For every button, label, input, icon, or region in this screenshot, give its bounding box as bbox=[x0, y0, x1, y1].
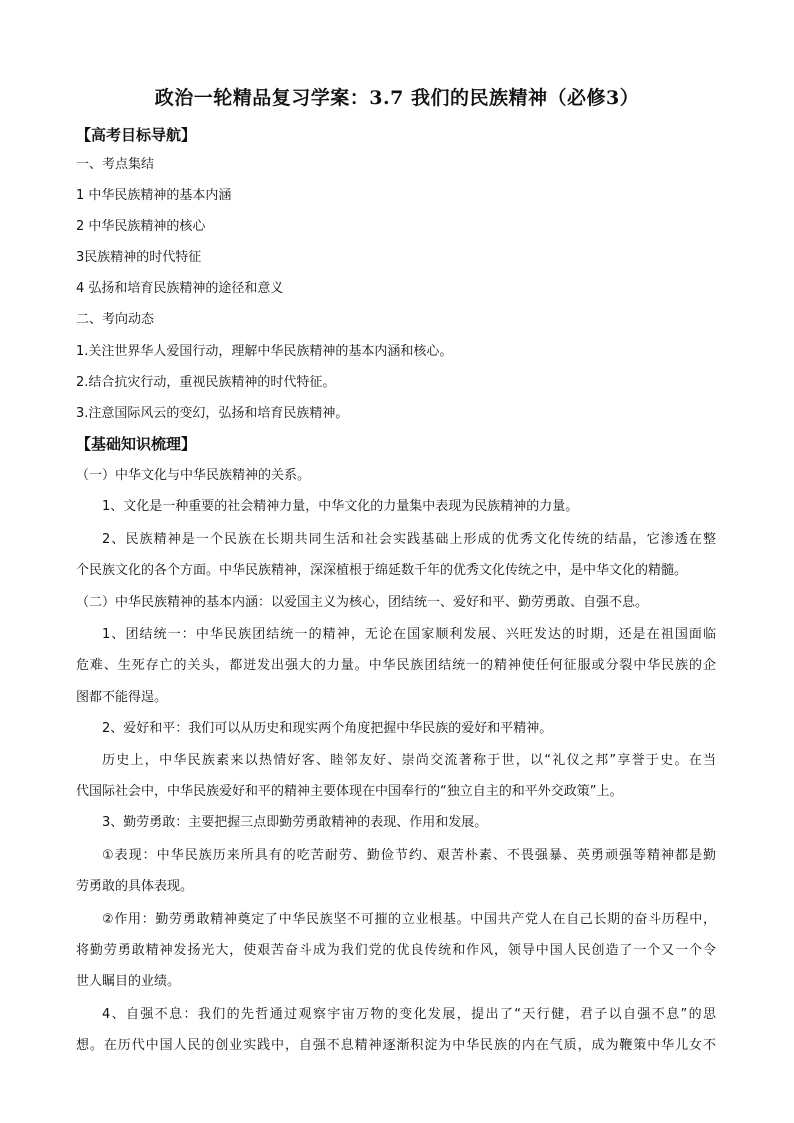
text-line: 将勤劳勇敢精神发扬光大，使艰苦奋斗成为我们党的优良传统和作风，领导中国人民创造了一个又一个令 bbox=[76, 943, 716, 958]
text-line: 个民族文化的各个方面。中华民族精神，深深植根于绵延数千年的优秀文化传统之中，是中华文化的精髓。 bbox=[76, 563, 688, 578]
text-line: （二）中华民族精神的基本内涵：以爱国主义为核心，团结统一、爱好和平、勤劳勇敢、自强不息。 bbox=[76, 595, 649, 610]
text-line: 代国际社会中，中华民族爱好和平的精神主要体现在中国奉行的“独立自主的和平外交政策”上。 bbox=[76, 784, 623, 799]
text-line: 1、团结统一：中华民族团结统一的精神，无论在国家顺利发展、兴旺发达的时期，还是在祖国面临 bbox=[102, 627, 716, 642]
text-line: ①表现：中华民族历来所具有的吃苦耐劳、勤俭节约、艰苦朴素、不畏强暴、英勇顽强等精神都是勤 bbox=[102, 848, 716, 863]
text-line: 3民族精神的时代特征 bbox=[76, 250, 202, 265]
text-line: 危难、生死存亡的关头，都迸发出强大的力量。中华民族团结统一的精神使任何征服或分裂中华民族的企 bbox=[76, 658, 716, 673]
text-line: 二、考向动态 bbox=[76, 312, 155, 327]
text-line: 2.结合抗灾行动，重视民族精神的时代特征。 bbox=[76, 375, 336, 390]
text-line: 1 中华民族精神的基本内涵 bbox=[76, 188, 232, 203]
document-title: 政治一轮精品复习学案：3.7 我们的民族精神（必修3） bbox=[154, 87, 640, 109]
text-line: 劳勇敢的具体表现。 bbox=[76, 879, 194, 894]
text-line: 3.注意国际风云的变幻，弘扬和培育民族精神。 bbox=[76, 406, 349, 421]
text-line: 1、文化是一种重要的社会精神力量，中华文化的力量集中表现为民族精神的力量。 bbox=[102, 499, 579, 514]
text-line: 3、勤劳勇敢：主要把握三点即勤劳勇敢精神的表现、作用和发展。 bbox=[102, 815, 488, 830]
text-line: 4 弘扬和培育民族精神的途径和意义 bbox=[76, 281, 284, 296]
text-line: 1.关注世界华人爱国行动，理解中华民族精神的基本内涵和核心。 bbox=[76, 344, 453, 359]
text-line: ②作用：勤劳勇敢精神奠定了中华民族坚不可摧的立业根基。中国共产党人在自己长期的奋斗历程中， bbox=[102, 912, 716, 927]
section-heading-exam-goals: 【高考目标导航】 bbox=[76, 126, 197, 144]
text-line: 2、民族精神是一个民族在长期共同生活和社会实践基础上形成的优秀文化传统的结晶，它渗透在整 bbox=[102, 532, 716, 547]
text-line: 想。在历代中国人民的创业实践中，自强不息精神逐渐积淀为中华民族的内在气质，成为鞭策中华儿女不 bbox=[76, 1038, 716, 1053]
text-line: 2、爱好和平：我们可以从历史和现实两个角度把握中华民族的爱好和平精神。 bbox=[102, 721, 553, 736]
text-line: 一、考点集结 bbox=[76, 157, 155, 172]
text-line: 图都不能得逞。 bbox=[76, 690, 168, 705]
text-line: 历史上，中华民族素来以热情好客、睦邻友好、崇尚交流著称于世，以“礼仪之邦”享誉于史。在当 bbox=[102, 753, 716, 768]
text-line: （一）中华文化与中华民族精神的关系。 bbox=[76, 468, 311, 483]
text-line: 2 中华民族精神的核心 bbox=[76, 219, 206, 234]
text-line: 世人瞩目的业绩。 bbox=[76, 974, 181, 989]
section-heading-basics: 【基础知识梳理】 bbox=[76, 435, 197, 453]
text-line: 4、自强不息：我们的先哲通过观察宇宙万物的变化发展，提出了“天行健，君子以自强不息”的思 bbox=[102, 1007, 716, 1022]
